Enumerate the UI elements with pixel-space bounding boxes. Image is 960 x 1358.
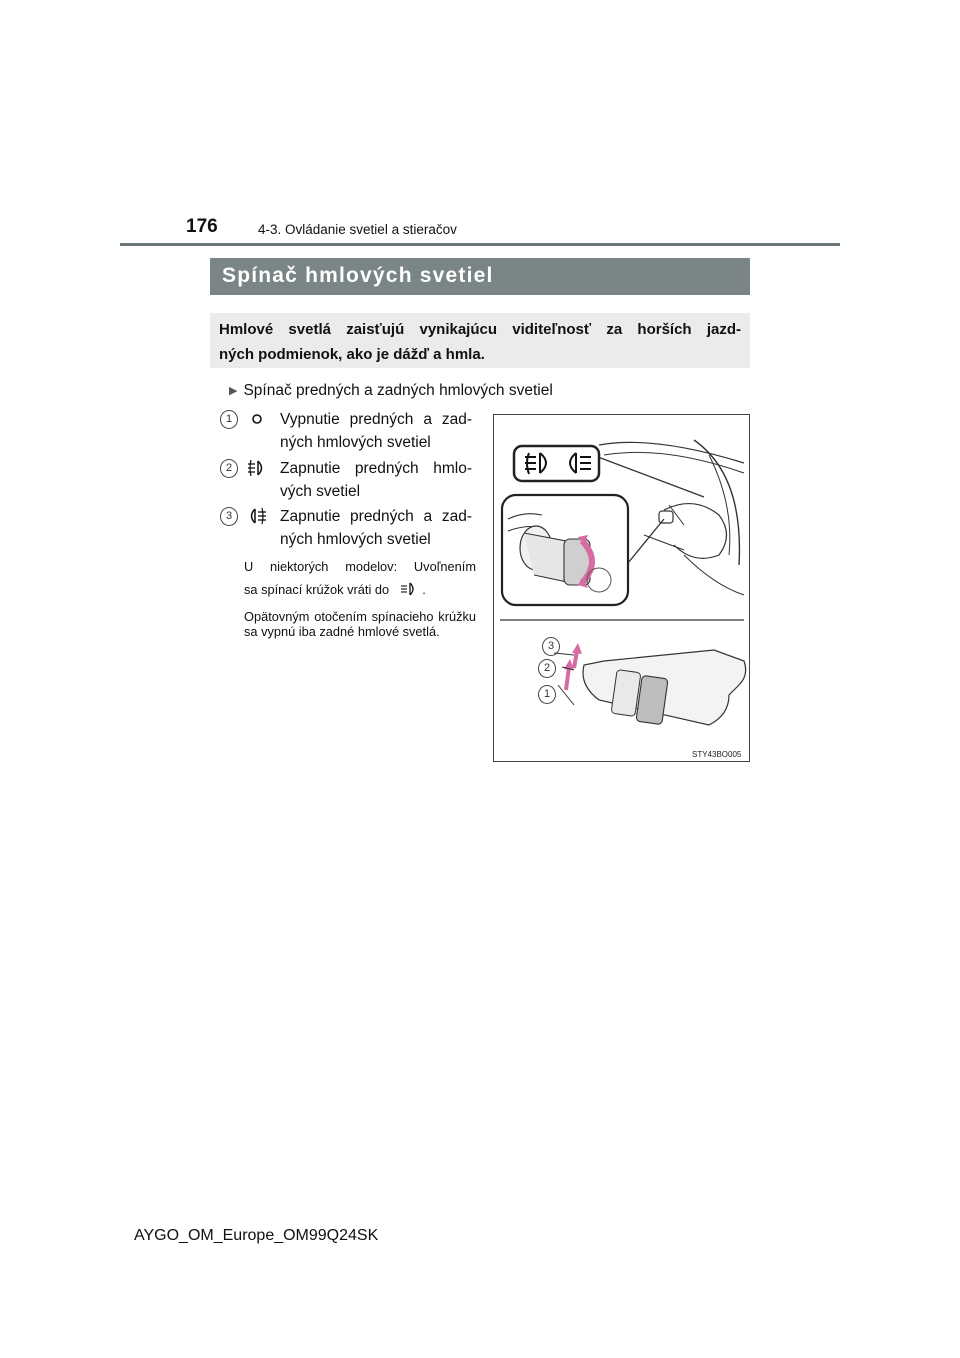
header-divider [120, 243, 840, 246]
figure-frame [493, 414, 750, 762]
intro-box [210, 313, 750, 368]
note-1-line-2-row [244, 581, 476, 598]
subheading-text: Spínač predných a zadných hmlových svetiel [243, 382, 553, 399]
option-3-line-1: Zapnutie predných a zad- [280, 508, 472, 525]
option-2-text [280, 457, 472, 503]
figure-callout-3: 3 [542, 637, 560, 656]
footer-document-id: AYGO_OM_Europe_OM99Q24SK [134, 1227, 379, 1244]
front-fog-light-icon [246, 458, 268, 478]
fog-switch-illustration [494, 415, 749, 761]
option-1-line-1: Vypnutie predných a zad- [280, 411, 472, 428]
note-2: Opätovným otočením spínacieho krúžku sa vypnú iba zadné hmlové svetlá. [244, 609, 476, 639]
option-2-line-2: vých svetiel [280, 483, 361, 500]
section-heading: Spínač hmlových svetiel [210, 258, 750, 295]
option-3-line-2: ných hmlových svetiel [280, 531, 431, 548]
note-1-end: . [422, 582, 426, 597]
subheading [229, 382, 553, 400]
front-fog-light-icon [399, 581, 419, 597]
figure-callout-1: 1 [538, 685, 556, 704]
triangle-bullet-icon: ▶ [229, 385, 238, 397]
callout-number-3: 3 [220, 507, 238, 526]
note-1 [244, 558, 476, 598]
figure-callout-2: 2 [538, 659, 556, 678]
callout-number-2: 2 [220, 459, 238, 478]
off-circle-icon [250, 412, 264, 426]
note-1-line-2: sa spínací krúžok vráti do [244, 582, 390, 597]
option-2-line-1: Zapnutie predných hmlo- [280, 460, 472, 477]
option-1-text [280, 408, 472, 454]
figure-code: STY43BO005 [692, 750, 742, 759]
intro-line-2: ných podmienok, ako je dážď a hmla. [219, 346, 485, 363]
rear-fog-light-icon [246, 506, 268, 526]
page-number: 176 [186, 216, 218, 237]
section-title: 4-3. Ovládanie svetiel a stieračov [258, 222, 457, 237]
option-3-text [280, 505, 472, 551]
option-1-line-2: ných hmlových svetiel [280, 434, 431, 451]
callout-number-1: 1 [220, 410, 238, 429]
intro-line-1: Hmlové svetlá zaisťujú vynikajúcu viditeľnosť za horších jazd- [219, 321, 741, 338]
note-1-line-1: U niektorých modelov: Uvoľnením [244, 559, 476, 574]
